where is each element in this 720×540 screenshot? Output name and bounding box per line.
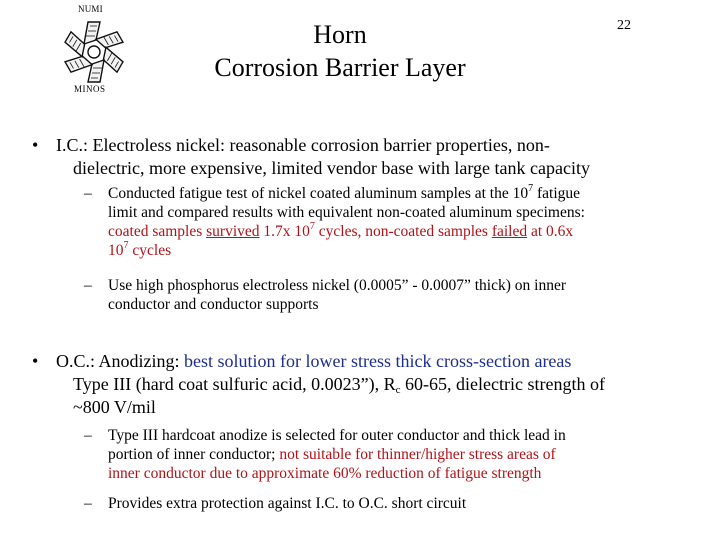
oc-heading: O.C.: Anodizing: xyxy=(56,351,185,371)
bullet-ic xyxy=(0,134,720,178)
oc-hardcoat-line1: Type III hardcoat anodize is selected for outer conductor and thick lead in xyxy=(108,427,566,444)
ic-phosphorus-line1: Use high phosphorus electroless nickel (0.0005” - 0.0007” thick) on inner xyxy=(108,277,567,294)
result-text: at 0.6x xyxy=(527,223,574,240)
bullet-marker: • xyxy=(32,351,39,371)
ic-fatigue-line4 xyxy=(108,241,688,260)
oc-hardcoat-text: portion of inner conductor; xyxy=(108,446,280,463)
bullet-ic-line2: dielectric, more expensive, limited vendor base with large tank capacity xyxy=(73,158,590,178)
oc-warning: not suitable for thinner/higher stress areas of xyxy=(279,446,556,463)
result-text: cycles xyxy=(128,242,172,259)
ic-fatigue-text: Conducted fatigue test of nickel coated aluminum samples at the 10 xyxy=(108,185,529,202)
numi-label: NUMI xyxy=(78,4,103,14)
result-text: 10 xyxy=(108,242,124,259)
subbullet-marker: – xyxy=(84,277,92,294)
ic-fatigue-tail: fatigue xyxy=(533,185,581,202)
ic-phosphorus-line2: conductor and conductor supports xyxy=(108,296,319,313)
result-text: cycles, non-coated samples xyxy=(314,223,492,240)
page-number: 22 xyxy=(617,18,631,33)
title-line-2: Corrosion Barrier Layer xyxy=(214,53,466,82)
bullet-oc-line1 xyxy=(56,350,696,372)
subbullet-marker: – xyxy=(84,495,92,512)
oc-highlight: best solution for lower stress thick cross-section areas xyxy=(184,351,572,371)
bullet-oc-line3: ~800 V/mil xyxy=(73,397,156,417)
result-text: 1.7x 10 xyxy=(259,223,310,240)
bullet-oc xyxy=(0,350,720,420)
subbullet-ic-phosphorus xyxy=(0,276,720,316)
exponent: 7 xyxy=(309,221,315,232)
minos-label: MINOS xyxy=(74,84,106,94)
subbullet-oc-protection xyxy=(0,494,720,516)
oc-hardcoat-line2 xyxy=(108,445,688,464)
title-line-1: Horn xyxy=(313,20,367,49)
oc-protection-line1: Provides extra protection against I.C. to O.C. short circuit xyxy=(108,495,467,512)
bullet-oc-line2 xyxy=(73,373,693,395)
exponent: 7 xyxy=(123,240,129,251)
failed-text: failed xyxy=(491,223,528,240)
oc-text: Type III (hard coat sulfuric acid, 0.0023”), R xyxy=(73,374,396,394)
bullet-ic-line1: I.C.: Electroless nickel: reasonable corrosion barrier properties, non- xyxy=(56,135,550,155)
ic-fatigue-line1 xyxy=(108,184,688,203)
subscript: c xyxy=(395,384,401,396)
subbullet-ic-fatigue xyxy=(0,184,720,264)
oc-hardcoat-line3: inner conductor due to approximate 60% reduction of fatigue strength xyxy=(108,465,542,482)
minos-logo-icon xyxy=(52,16,136,86)
oc-text: 60-65, dielectric strength of xyxy=(400,374,605,394)
survived-text: survived xyxy=(206,223,260,240)
subbullet-marker: – xyxy=(84,185,92,202)
ic-fatigue-line3 xyxy=(108,222,688,241)
subbullet-marker: – xyxy=(84,427,92,444)
bullet-marker: • xyxy=(32,135,39,155)
page-title xyxy=(150,18,530,84)
ic-fatigue-line2: limit and compared results with equivalent non-coated aluminum specimens: xyxy=(108,204,585,221)
exponent: 7 xyxy=(528,183,534,194)
result-text: coated samples xyxy=(108,223,207,240)
subbullet-oc-hardcoat xyxy=(0,426,720,486)
